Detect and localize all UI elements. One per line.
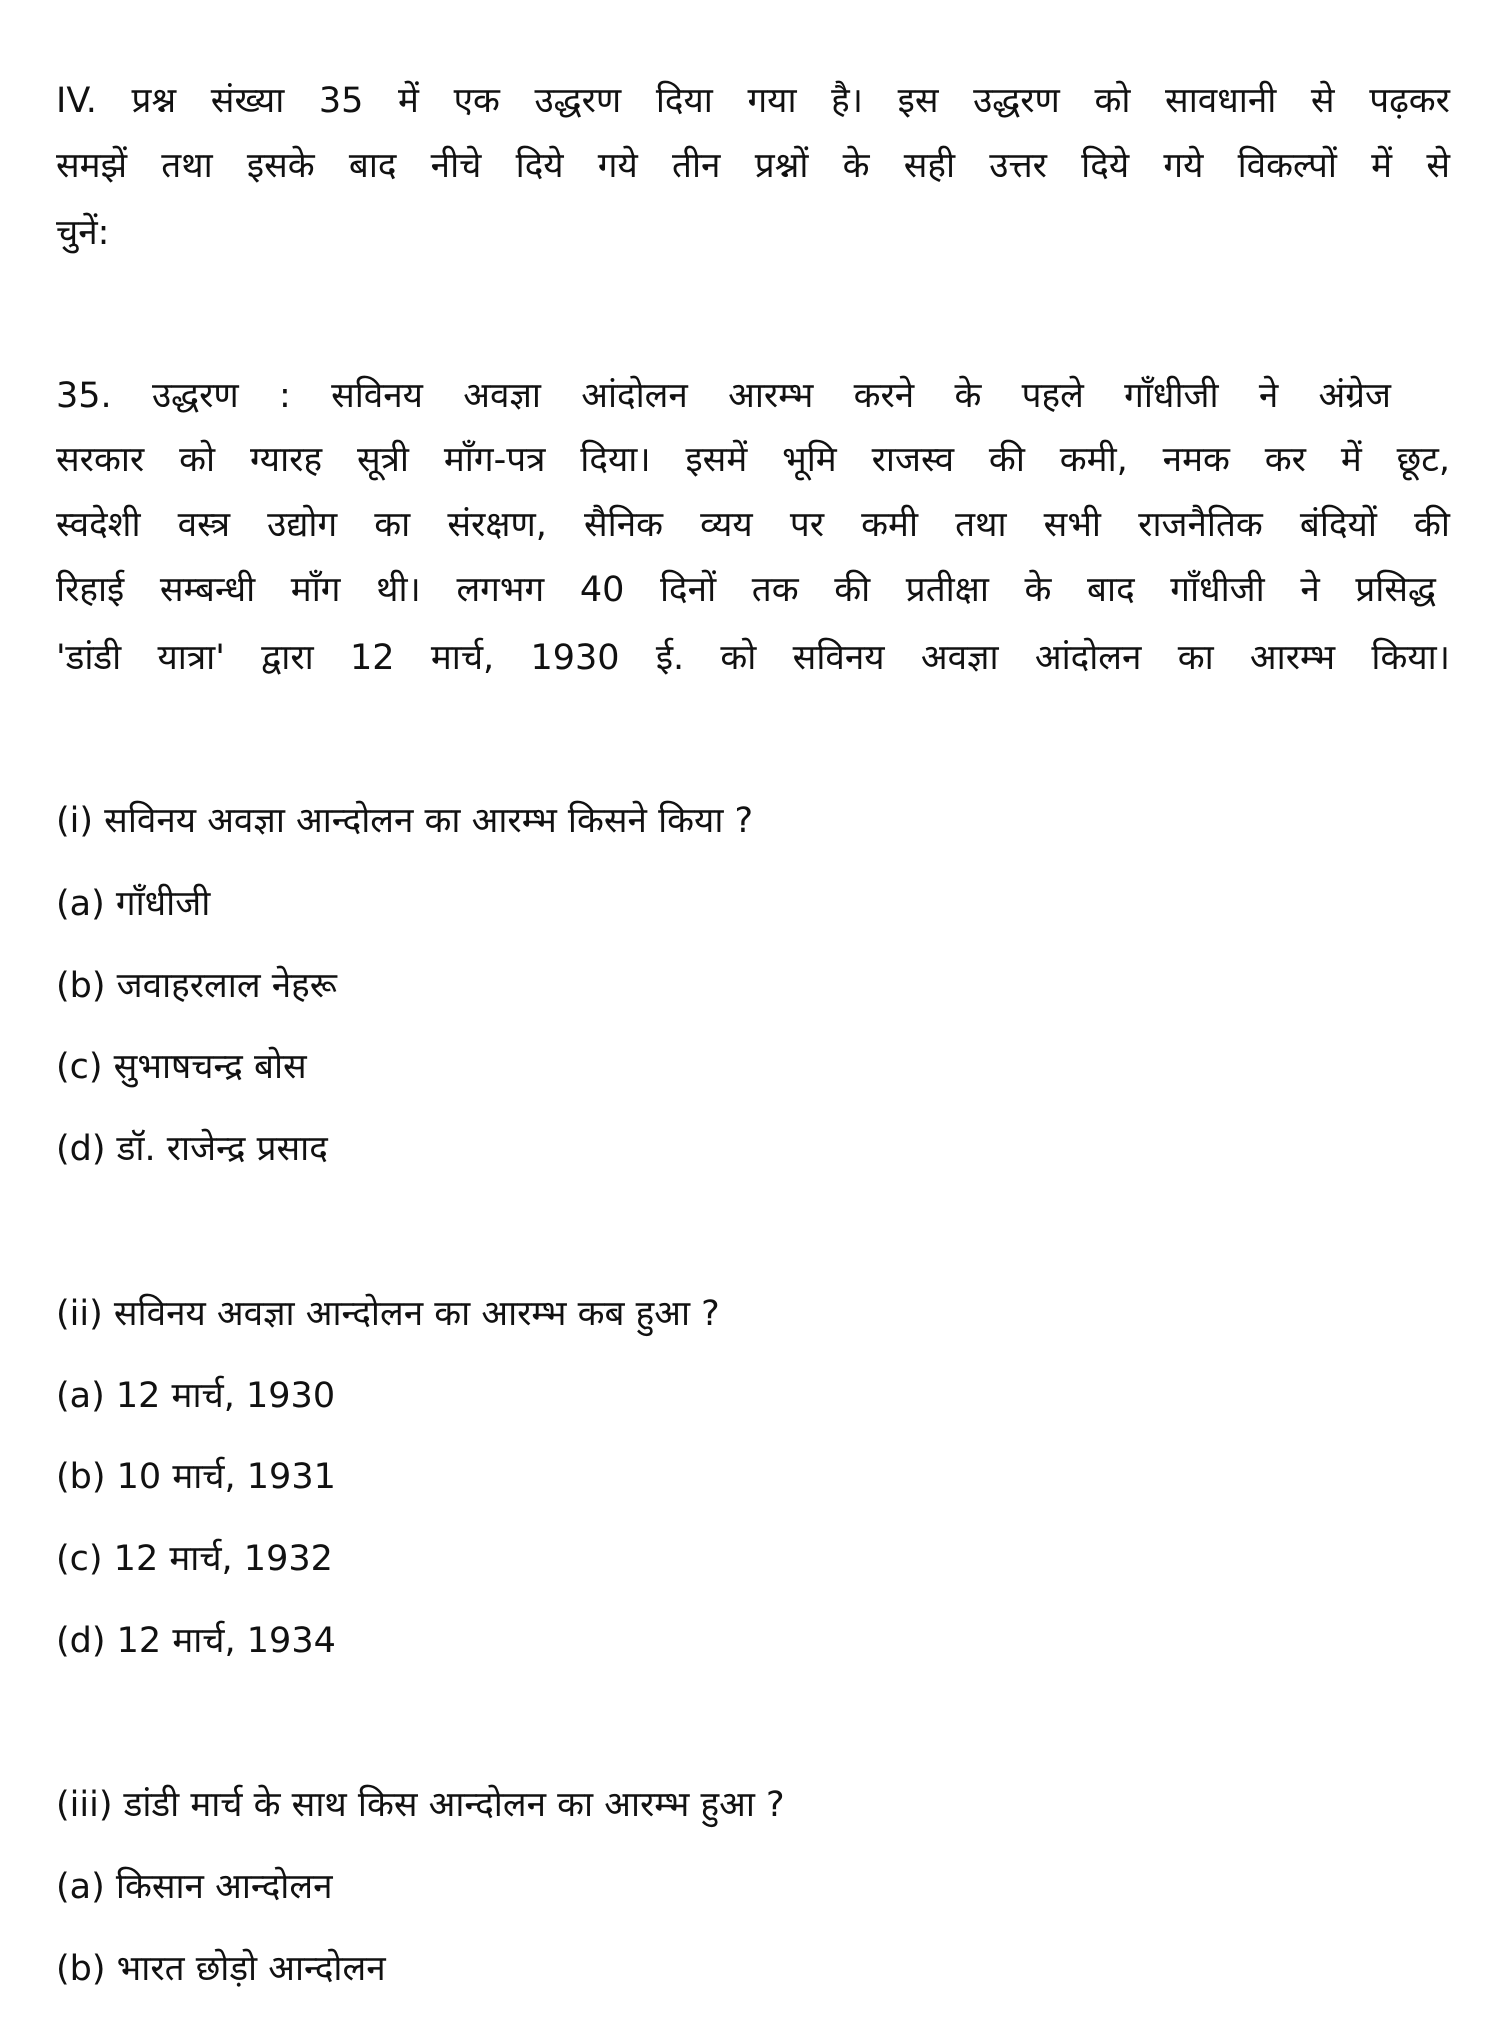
passage-line: रिहाई सम्बन्धी माँग थी। लगभग 40 दिनों तक की प्रतीक्षा के बाद गाँधीजी ने प्रसिद्ध (56, 570, 1436, 610)
question-text: (i) सविनय अवज्ञा आन्दोलन का आरम्भ किसने किया ? (56, 801, 754, 841)
passage-line: स्वदेशी वस्त्र उद्योग का संरक्षण, सैनिक व्यय पर कमी तथा सभी राजनैतिक बंदियों की (56, 505, 1450, 545)
instruction-line: IV. प्रश्न संख्या 35 में एक उद्धरण दिया गया है। इस उद्धरण को सावधानी से पढ़कर (56, 81, 1450, 121)
option: (a) गाँधीजी (56, 884, 211, 924)
question-text: (ii) सविनय अवज्ञा आन्दोलन का आरम्भ कब हुआ ? (56, 1294, 720, 1334)
option: (d) डॉ. राजेन्द्र प्रसाद (56, 1129, 328, 1169)
instruction-line: समझें तथा इसके बाद नीचे दिये गये तीन प्रश्नों के सही उत्तर दिये गये विकल्पों में से (56, 146, 1450, 186)
option: (a) 12 मार्च, 1930 (56, 1376, 336, 1416)
instruction-line: चुनें: (56, 213, 110, 253)
option: (a) किसान आन्दोलन (56, 1867, 333, 1907)
option: (b) जवाहरलाल नेहरू (56, 966, 337, 1006)
option: (b) 10 मार्च, 1931 (56, 1457, 336, 1497)
question-text: (iii) डांडी मार्च के साथ किस आन्दोलन का आरम्भ हुआ ? (56, 1785, 785, 1825)
option: (c) सुभाषचन्द्र बोस (56, 1047, 307, 1087)
option: (d) 12 मार्च, 1934 (56, 1621, 336, 1661)
passage-line: 'डांडी यात्रा' द्वारा 12 मार्च, 1930 ई. को सविनय अवज्ञा आंदोलन का आरम्भ किया। (56, 638, 1450, 678)
option: (c) 12 मार्च, 1932 (56, 1539, 333, 1579)
passage-line: 35. उद्धरण : सविनय अवज्ञा आंदोलन आरम्भ करने के पहले गाँधीजी ने अंग्रेज (56, 376, 1391, 416)
option: (b) भारत छोड़ो आन्दोलन (56, 1949, 386, 1989)
passage-line: सरकार को ग्यारह सूत्री माँग-पत्र दिया। इसमें भूमि राजस्व की कमी, नमक कर में छूट, (56, 440, 1450, 480)
